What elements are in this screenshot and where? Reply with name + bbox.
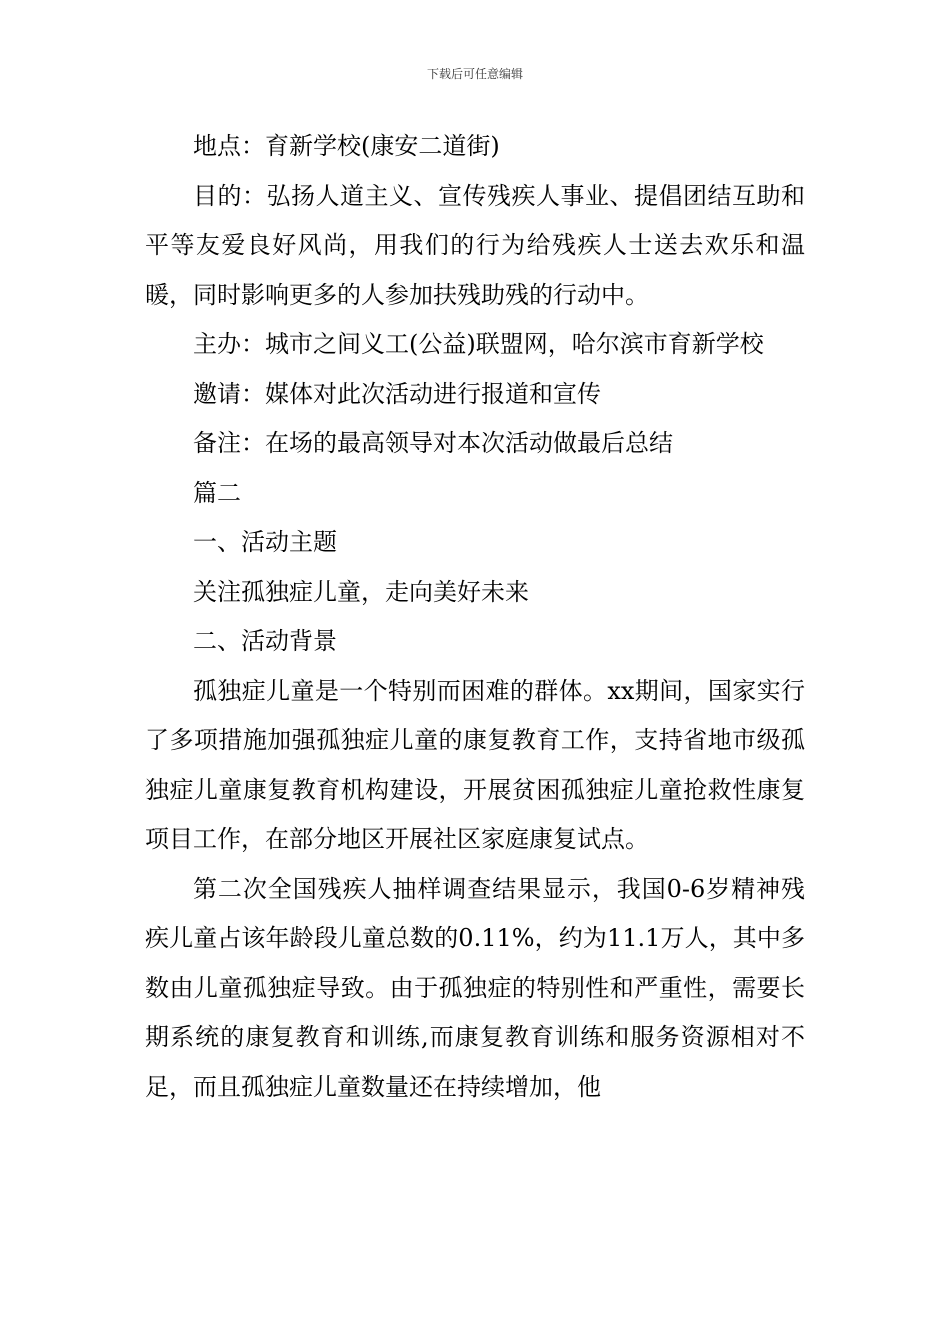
paragraph-location: 地点：育新学校(康安二道街) [193,132,500,160]
paragraph-background-1: 孤独症儿童是一个特别而困难的群体。xx期间，国家实行了多项措施加强孤独症儿童的康复教育工作，支持省地市级孤独症儿童康复教育机构建设，开展贫困孤独症儿童抢救性康复项目工作，在部分地区开展社区家庭康复试点。 [145,676,805,853]
paragraph-remark: 备注：在场的最高领导对本次活动做最后总结 [193,429,673,457]
paragraph-invitation: 邀请：媒体对此次活动进行报道和宣传 [193,379,601,408]
paragraph-organizer: 主办：城市之间义工(公益)联盟网，哈尔滨市育新学校 [193,330,764,358]
heading-activity-background: 二、活动背景 [193,627,337,655]
paragraph-theme-text: 关注孤独症儿童，走向美好未来 [193,577,529,606]
paragraph-purpose: 目的：弘扬人道主义、宣传残疾人事业、提倡团结互助和平等友爱良好风尚，用我们的行为给残疾人士送去欢乐和温暖，同时影响更多的人参加扶残助残的行动中。 [145,181,805,309]
page-header-note: 下载后可任意编辑 [426,67,523,81]
heading-activity-theme: 一、活动主题 [193,528,337,556]
paragraph-background-2: 第二次全国残疾人抽样调查结果显示，我国0-6岁精神残疾儿童占该年龄段儿童总数的0.11%，约为11.1万人，其中多数由儿童孤独症导致。由于孤独症的特别性和严重性，需要长期系统的康复教育和训练,而康复教育训练和服务资源相对不足，而且孤独症儿童数量还在持续增加，他 [145,874,805,1101]
document-body [145,122,805,1112]
section-heading-part-two: 篇二 [193,478,241,507]
